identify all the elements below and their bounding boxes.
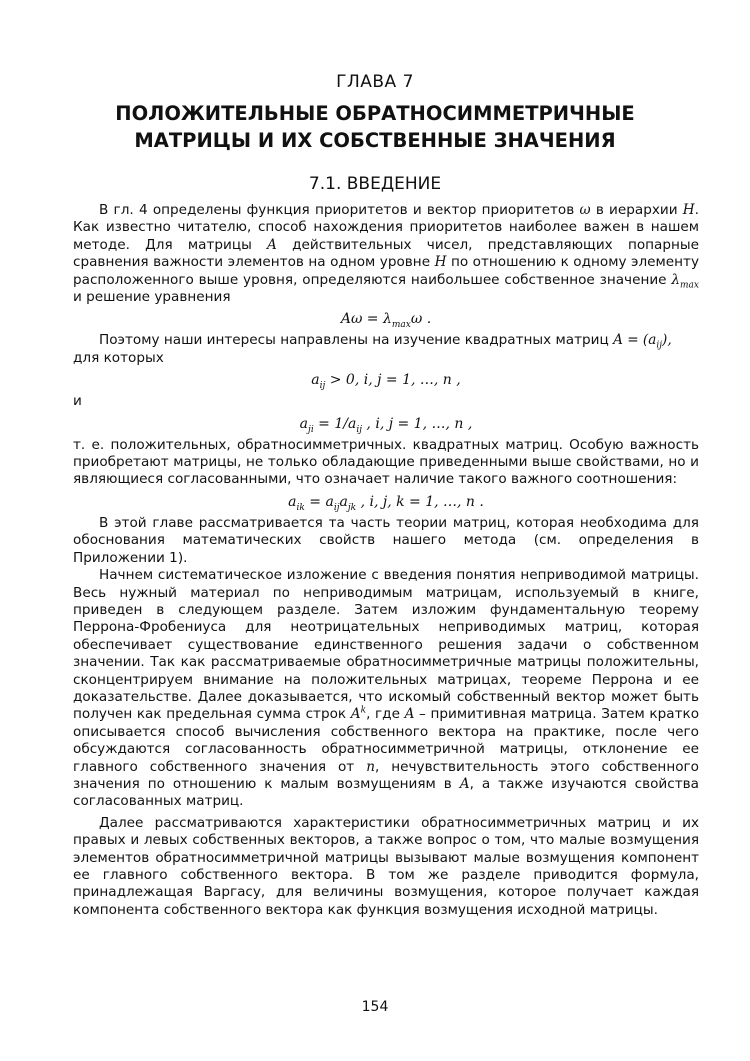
a-symbol: A: [267, 236, 277, 253]
matrix-end: ),: [662, 332, 672, 349]
f1-sub: max: [391, 320, 411, 331]
f2-sub: ij: [319, 381, 326, 392]
matrix-a: A = (a: [613, 332, 657, 349]
h-symbol: H: [682, 202, 695, 218]
a-symbol-3: A: [459, 775, 470, 792]
lambda-max-sub: max: [680, 280, 699, 291]
f4-sub1: ik: [296, 502, 305, 513]
f1-end: ω .: [410, 311, 432, 328]
a-base: A: [350, 706, 361, 723]
f4-mid1: = a: [304, 493, 334, 510]
chapter-title-line-2: МАТРИЦЫ И ИХ СОБСТВЕННЫЕ ЗНАЧЕНИЯ: [134, 129, 616, 152]
p5-text-c: – примитивная матрица. Затем кратко описывается способ вычисления собственного вектора на практике, после чего обсуждаются согласованность обратносимметричной матрицы, отклонение ее главного собственного значения от: [73, 706, 700, 775]
p5-text-d: , нечувствительность этого собственного значения по отношению к малым возмущениям в: [73, 758, 699, 792]
p5-text-e: , а также изучаются свойства согласованных матриц.: [73, 775, 699, 810]
section-heading: 7.1. ВВЕДЕНИЕ: [308, 174, 442, 194]
p1-text-b: в иерархии: [595, 202, 678, 218]
paragraph-2: [73, 332, 699, 367]
chapter-title: [60, 100, 690, 154]
p1-text-c: . Как известно читателю, способ нахождения приоритетов наиболее важен в нашем методе. Для матрицы: [73, 202, 699, 253]
page-number: 154: [361, 999, 389, 1015]
f3-a: a: [299, 415, 309, 432]
p1-text-a: В гл. 4 определены функция приоритетов и вектор приоритетов: [99, 202, 575, 218]
paragraph-4: В этой главе рассматривается та часть теории матриц, которая необходима для обоснования математических свойств нашего метода (см. определения в Приложении 1).: [73, 514, 699, 566]
f4-rest: , i, j, k = 1, …, n .: [356, 493, 484, 510]
a-power-k: [351, 706, 366, 722]
p5-text-a: Начнем систематическое изложение с введения понятия неприводимой матрицы. Весь нужный материал по неприводимым матрицам, используемый в книге, приведен в следующем разделе. Затем изложим фундаментальную теорему Перрона-Фробениуса для неотрицательных неприводимых матриц, которая обеспечивает существование единственного решения задачи о собственном значении. Так как рассматриваемые обратносимметричные матрицы положительны, сконцентрируем внимание на положительных матрицах, теореме Перрона и ее доказательстве. Далее доказывается, что искомый собственный вектор может быть получен как предельная сумма строк: [73, 567, 699, 723]
paragraph-5: [73, 567, 699, 811]
matrix-sub: ij: [656, 341, 663, 352]
paragraph-1: [73, 202, 699, 306]
p1-text-e: по отношению к одному элементу расположенного выше уровня, определяются наибольшее собственное значение: [73, 254, 700, 288]
conjunction-and: и: [73, 393, 82, 410]
formula-consistency: [73, 493, 699, 511]
f4-mid2: a: [339, 493, 348, 510]
f4-sub2: ij: [333, 502, 340, 513]
chapter-title-line-1: ПОЛОЖИТЕЛЬНЫЕ ОБРАТНОСИММЕТРИЧНЫЕ: [115, 102, 635, 125]
formula-reciprocal: [73, 415, 699, 433]
k-power: k: [360, 705, 367, 716]
matrix-notation: [613, 332, 672, 352]
p1-text-d: действительных чисел, представляющих попарные сравнения важности элементов на одном уровне: [73, 236, 699, 271]
n-symbol: n: [366, 758, 375, 775]
h-symbol-2: H: [434, 254, 447, 271]
p1-text-f: и решение уравнения: [73, 289, 231, 306]
formula-eigen-equation: [73, 310, 699, 331]
lambda-char: λ: [671, 271, 681, 288]
p2-text-a: Поэтому наши интересы направлены на изучение квадратных матриц: [99, 332, 609, 349]
p2-text-b: для которых: [73, 349, 164, 366]
f3-rest: , i, j = 1, …, n ,: [361, 415, 473, 432]
formula-positivity: [73, 371, 699, 392]
f4-sub3: jk: [347, 502, 357, 513]
paragraph-6: Далее рассматриваются характеристики обратносимметричных матриц и их правых и левых собственных векторов, а также вопрос о том, что малые возмущения элементов обратносимметричной матрицы вызывают малые возмущения компонент ее главного собственного вектора. В том же разделе приводится формула, принадлежащая Варгасу, для величины возмущения, которое получает каждая компонента собственного вектора как функция возмущения исходной матрицы.: [73, 814, 699, 918]
f2-rest: > 0, i, j = 1, …, n ,: [325, 372, 461, 389]
f2-a: a: [311, 372, 320, 389]
f3-sub1: ji: [308, 424, 314, 435]
f4-a: a: [288, 493, 297, 510]
f3-mid: = 1/a: [313, 415, 357, 432]
lambda-max-symbol: [671, 271, 699, 291]
chapter-label: ГЛАВА 7: [336, 72, 414, 92]
f3-sub2: ij: [356, 424, 362, 435]
paragraph-3: т. е. положительных, обратносимметричных. квадратных матриц. Особую важность приобретают матрицы, не только обладающие приведенными выше свойствами, но и являющиеся согласованными, что означает наличие такого важного соотношения:: [73, 436, 699, 488]
a-symbol-2: A: [404, 706, 415, 723]
body-text: [73, 202, 699, 919]
p5-text-b: , где: [366, 706, 400, 723]
omega-symbol: ω: [579, 202, 591, 218]
f1-main: Aω = λ: [340, 311, 392, 328]
